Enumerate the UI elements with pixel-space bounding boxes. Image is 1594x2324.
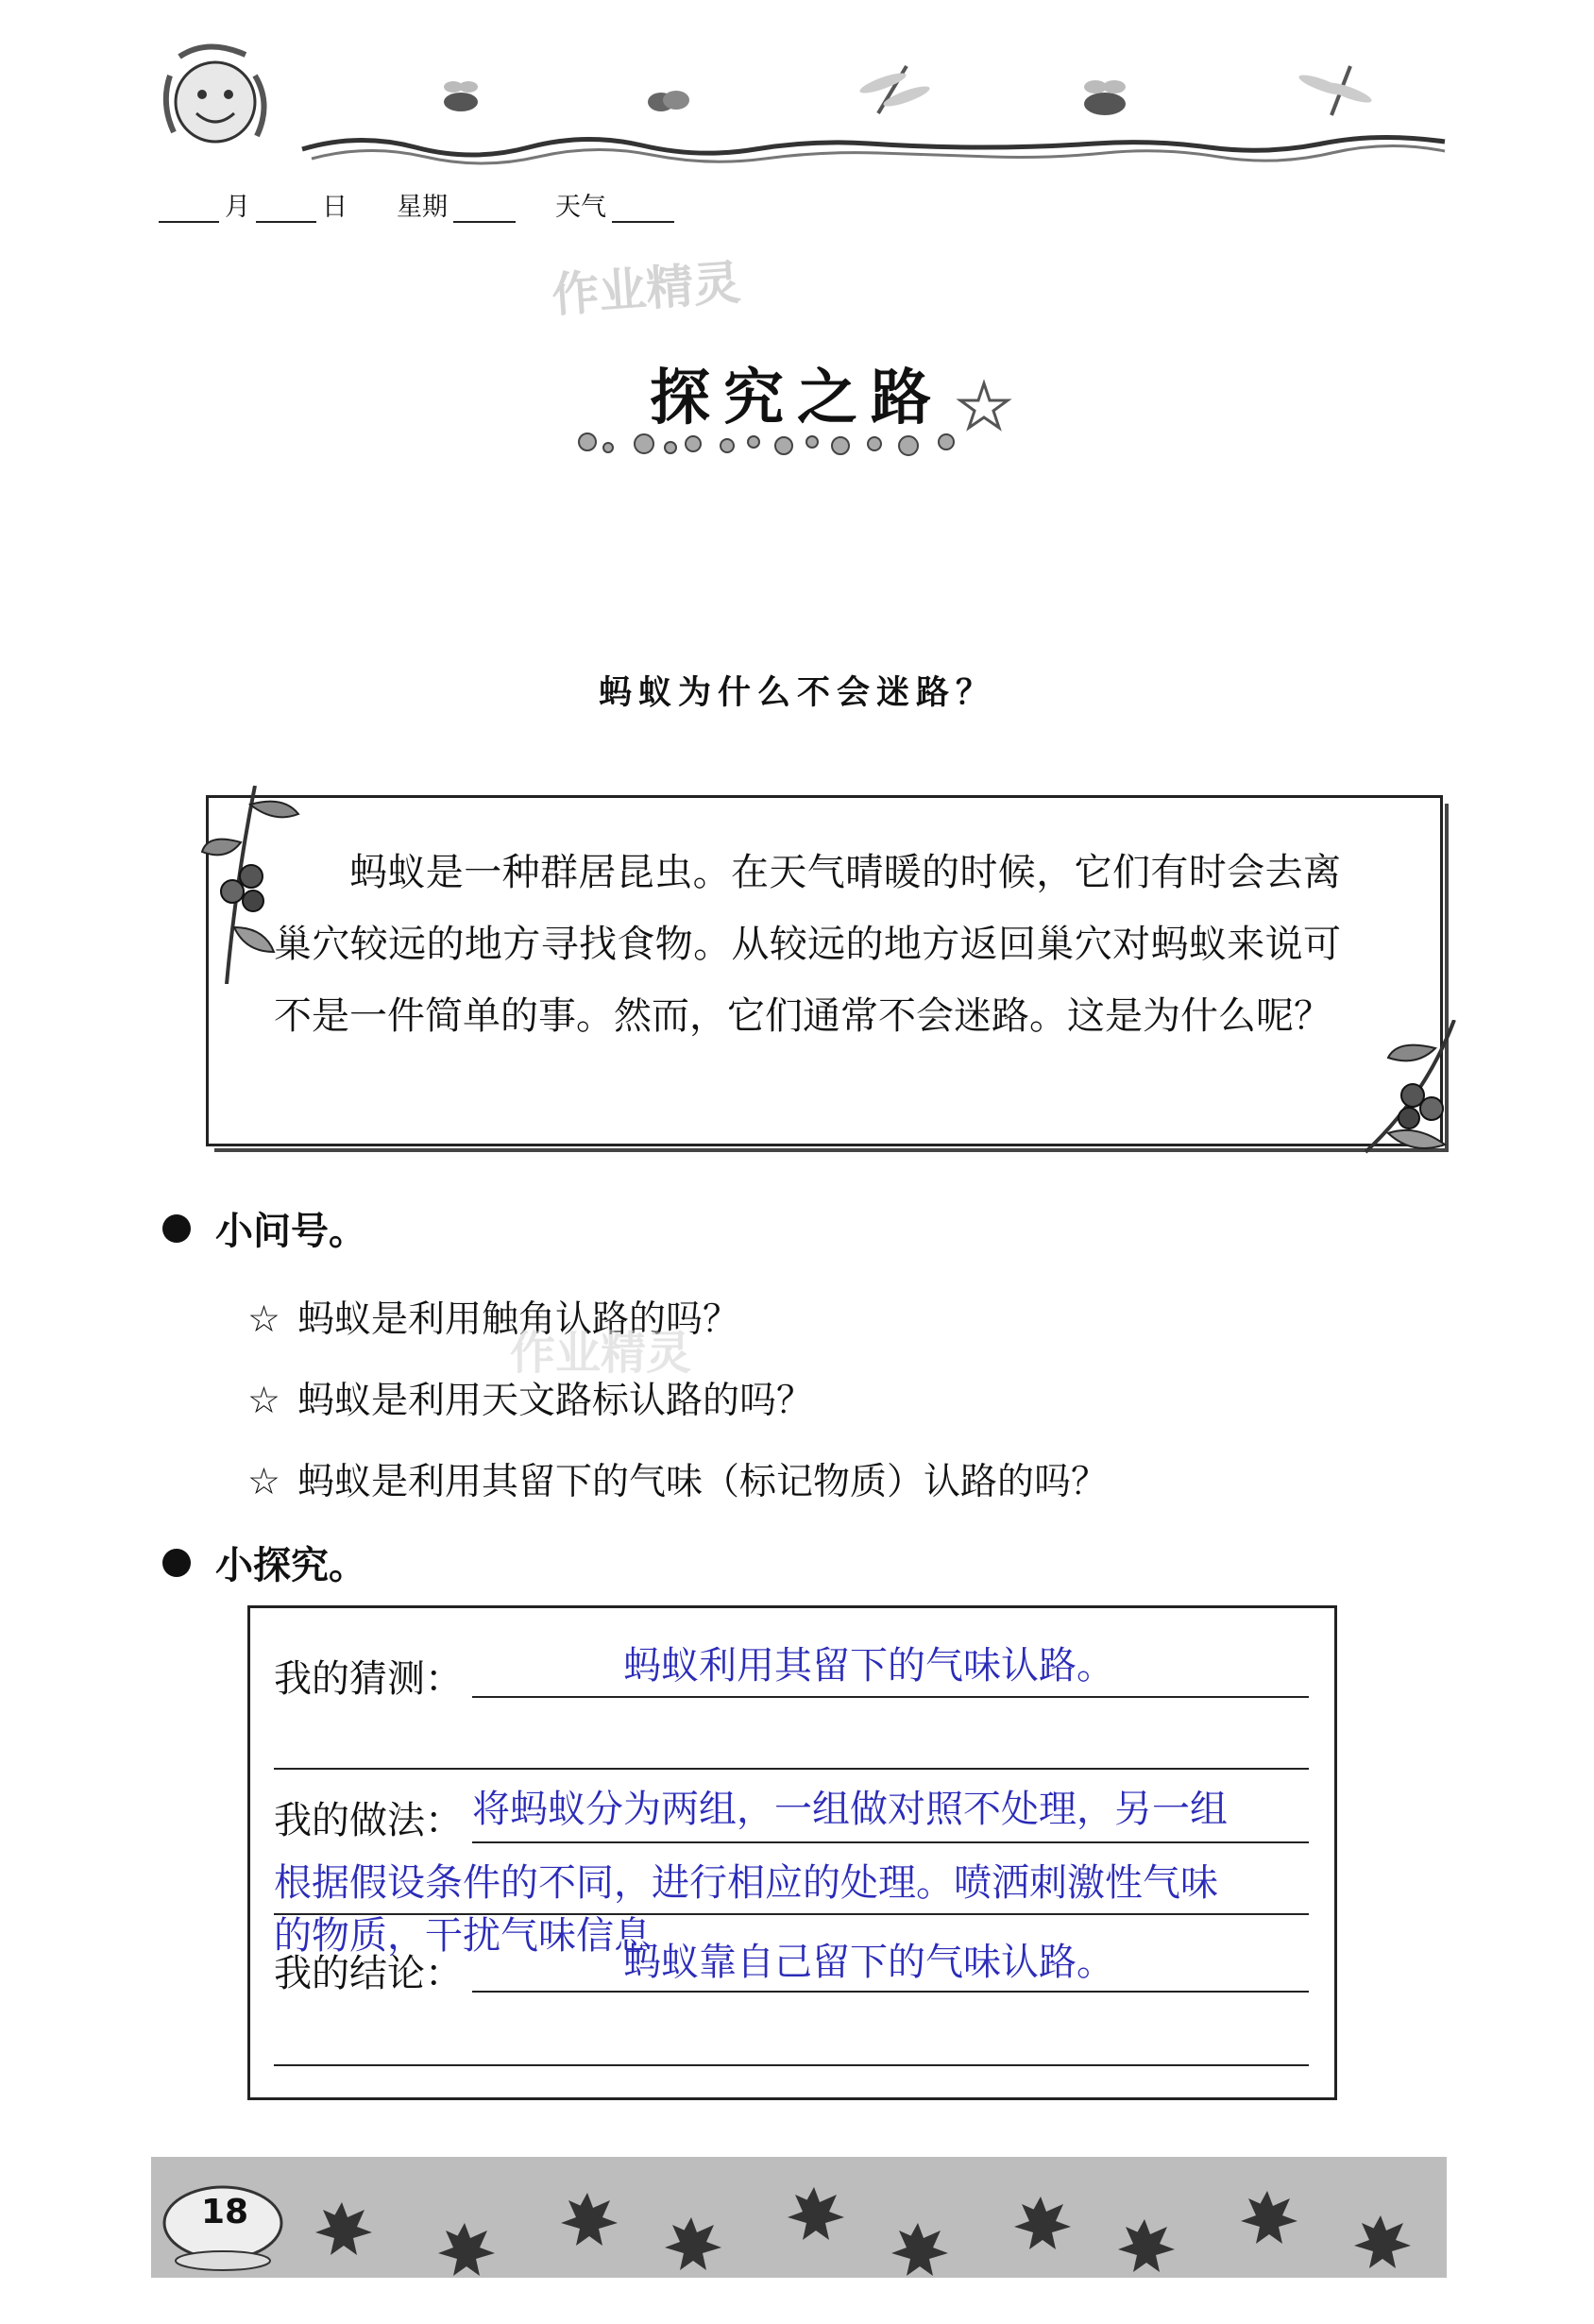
sun-icon <box>166 46 264 142</box>
watermark-logo: 作业精灵 <box>550 255 743 323</box>
answer-line <box>472 1841 1309 1843</box>
butterfly-icon <box>648 91 689 111</box>
method-label: 我的做法： <box>274 1799 463 1842</box>
answer-line <box>472 1696 1309 1698</box>
month-label: 月 <box>225 193 250 222</box>
intro-paragraph: 蚂蚁是一种群居昆虫。在天气晴暖的时候，它们有时会去离巢穴较远的地方寻找食物。从较远的地方返回巢穴对蚂蚁来说可不是一件简单的事。然而，它们通常不会迷路。这是为什么呢？ <box>274 851 1341 1038</box>
bubble-decoration <box>576 423 973 461</box>
question-heading: 蚂蚁为什么不会迷路？ <box>598 673 995 712</box>
star-icon: ☆ <box>247 1298 280 1341</box>
page-number: 18 <box>201 2193 249 2231</box>
question-item: ☆ 蚂蚁是利用触角认路的吗？ <box>247 1298 739 1341</box>
answer-line <box>274 2064 1309 2066</box>
answer-line <box>274 1768 1309 1770</box>
method-answer-line-3: 的物质，干扰气味信息 <box>274 1914 652 1958</box>
dragonfly-icon <box>858 66 932 113</box>
questions-heading: 小问号。 <box>215 1210 366 1253</box>
star-icon: ☆ <box>247 1380 280 1422</box>
answer-line <box>472 1991 1309 1993</box>
month-blank <box>159 193 219 223</box>
section-bullet <box>162 1549 191 1577</box>
berry-leaf-icon <box>1360 1020 1464 1162</box>
guess-answer: 蚂蚁利用其留下的气味认路。 <box>623 1644 1114 1688</box>
method-answer-line-2: 根据假设条件的不同，进行相应的处理。喷洒刺激性气味 <box>274 1861 1218 1905</box>
weather-label: 天气 <box>555 193 606 222</box>
dragonfly-icon <box>1297 66 1374 115</box>
weekday-blank <box>453 193 516 223</box>
weekday-label: 星期 <box>397 193 448 222</box>
method-answer-line-1: 将蚂蚁分为两组，一组做对照不处理，另一组 <box>472 1788 1228 1831</box>
page-title: 探究之路 <box>650 363 944 433</box>
day-blank <box>256 193 316 223</box>
header-banner <box>151 38 1454 179</box>
conclusion-answer: 蚂蚁靠自己留下的气味认路。 <box>623 1941 1114 1984</box>
watermark-logo: 作业精灵 <box>510 1327 692 1380</box>
date-line <box>159 185 674 223</box>
section-bullet <box>162 1214 191 1243</box>
bee-icon <box>1084 80 1126 115</box>
weather-blank <box>612 193 674 223</box>
bee-icon <box>444 81 478 111</box>
explore-heading: 小探究。 <box>215 1544 366 1587</box>
star-icon: ☆ <box>247 1461 280 1503</box>
footer-leaf-band <box>151 2157 1447 2278</box>
guess-label: 我的猜测： <box>274 1657 463 1701</box>
question-item: ☆ 蚂蚁是利用其留下的气味（标记物质）认路的吗？ <box>247 1461 1108 1503</box>
day-label: 日 <box>322 193 348 222</box>
conclusion-label: 我的结论： <box>274 1952 463 1995</box>
question-item: ☆ 蚂蚁是利用天文路标认路的吗？ <box>247 1380 813 1422</box>
